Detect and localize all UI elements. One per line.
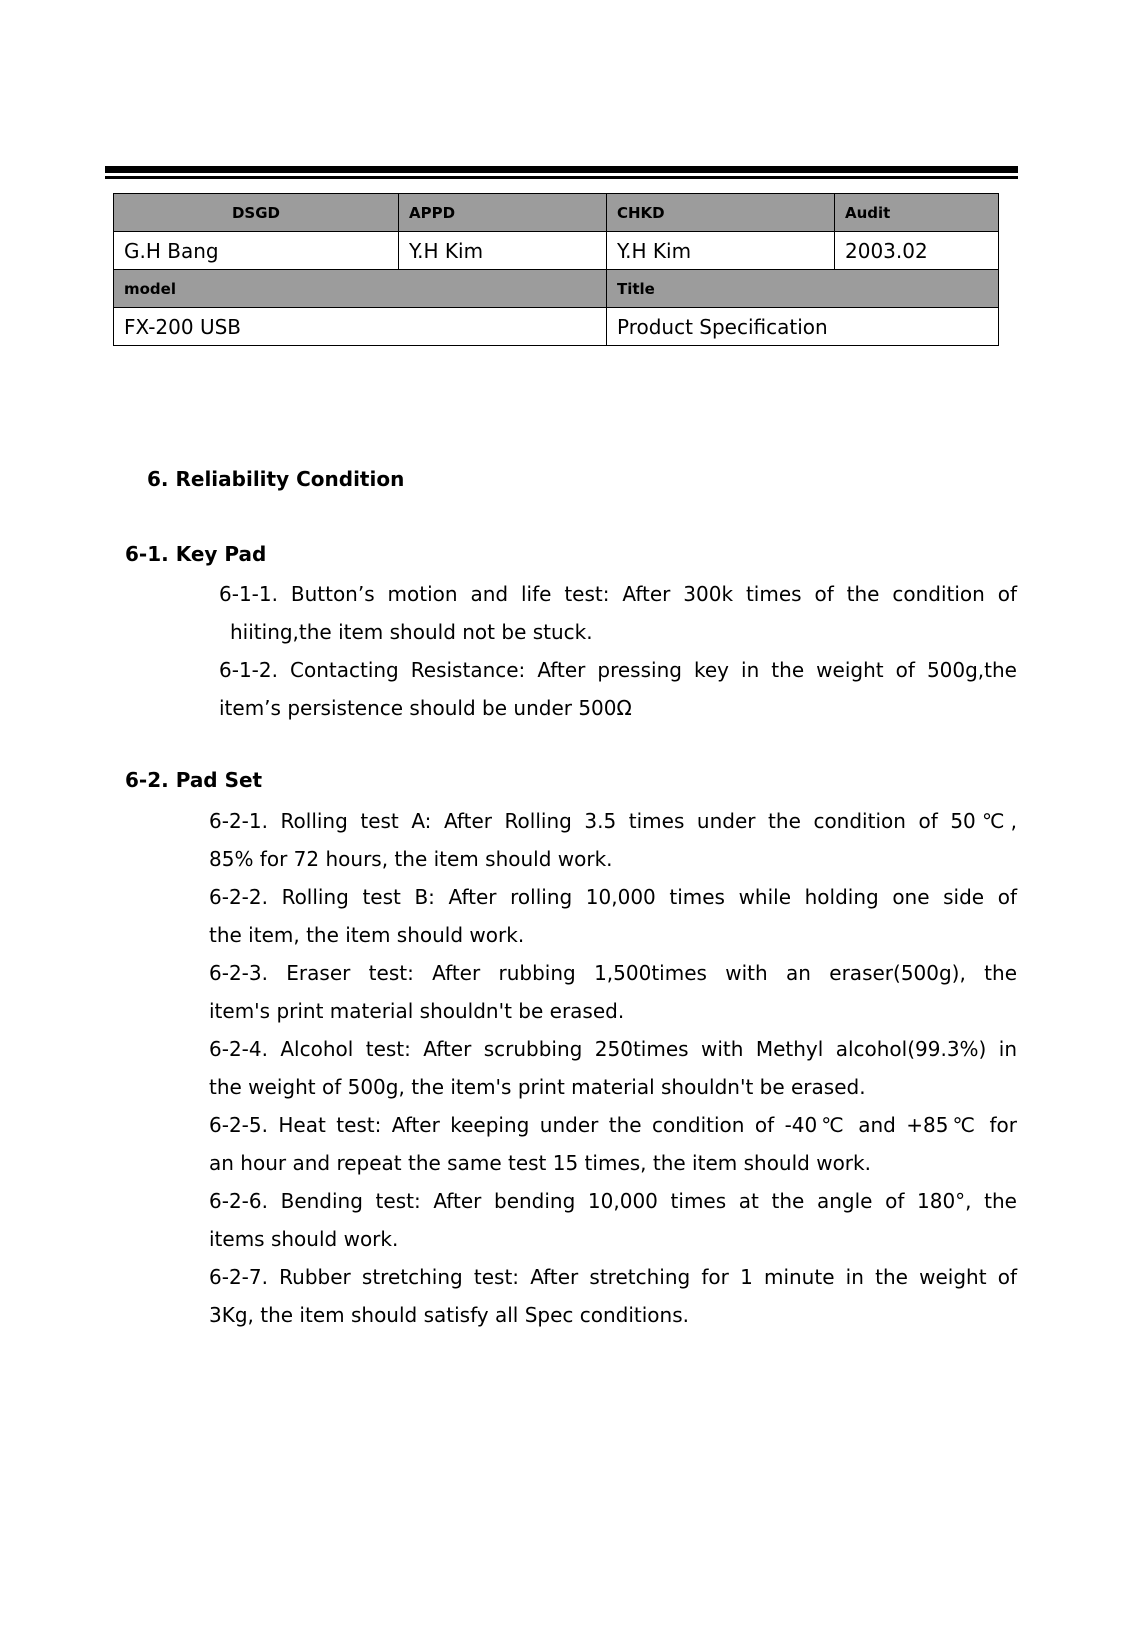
- appd-value: Y.H Kim: [399, 232, 607, 270]
- header-rule-thin: [105, 176, 1018, 179]
- header-rule-thick: [105, 166, 1018, 173]
- audit-value: 2003.02: [835, 232, 999, 270]
- dsgd-label: DSGD: [114, 194, 399, 232]
- pad-set-item-2-line2: the item, the item should work.: [209, 923, 525, 947]
- pad-set-item-3-line2: item's print material shouldn't be erased.: [209, 999, 625, 1023]
- pad-set-item-4: [209, 1030, 1017, 1106]
- key-pad-title: 6-1. Key Pad: [125, 542, 267, 566]
- key-pad-item-1: [219, 575, 1017, 651]
- key-pad-item-2-line2: item’s persistence should be under 500Ω: [219, 696, 632, 720]
- pad-set-item-5-line2: an hour and repeat the same test 15 times, the item should work.: [209, 1151, 871, 1175]
- pad-set-item-7: [209, 1258, 1017, 1334]
- pad-set-item-6-line1: 6-2-6. Bending test: After bending 10,000 times at the angle of 180°, the: [209, 1189, 1017, 1213]
- pad-set-item-7-line2: 3Kg, the item should satisfy all Spec conditions.: [209, 1303, 689, 1327]
- model-label: model: [114, 270, 607, 308]
- pad-set-item-1: [209, 802, 1017, 878]
- key-pad-item-1-line2: hiiting,the item should not be stuck.: [230, 620, 593, 644]
- pad-set-item-3: [209, 954, 1017, 1030]
- title-label: Title: [607, 270, 999, 308]
- approval-header-row: [114, 194, 999, 232]
- pad-set-item-6-line2: items should work.: [209, 1227, 399, 1251]
- title-value: Product Specification: [607, 308, 999, 346]
- pad-set-item-2: [209, 878, 1017, 954]
- model-header-row: [114, 270, 999, 308]
- approval-value-row: [114, 232, 999, 270]
- dsgd-value: G.H Bang: [114, 232, 399, 270]
- approval-table: [113, 193, 999, 346]
- pad-set-item-2-line1: 6-2-2. Rolling test B: After rolling 10,000 times while holding one side of: [209, 885, 1017, 909]
- section-title: 6. Reliability Condition: [147, 467, 405, 491]
- pad-set-item-4-line1: 6-2-4. Alcohol test: After scrubbing 250times with Methyl alcohol(99.3%) in: [209, 1037, 1017, 1061]
- pad-set-item-3-line1: 6-2-3. Eraser test: After rubbing 1,500times with an eraser(500g), the: [209, 961, 1017, 985]
- chkd-label: CHKD: [607, 194, 835, 232]
- key-pad-item-2-line1: 6-1-2. Contacting Resistance: After pressing key in the weight of 500g,the: [219, 658, 1017, 682]
- model-value-row: [114, 308, 999, 346]
- model-value: FX-200 USB: [114, 308, 607, 346]
- key-pad-item-1-line1: 6-1-1. Button’s motion and life test: After 300k times of the condition of: [219, 582, 1017, 606]
- pad-set-item-5: [209, 1106, 1017, 1182]
- pad-set-item-1-line1: 6-2-1. Rolling test A: After Rolling 3.5 times under the condition of 50℃,: [209, 809, 1017, 833]
- appd-label: APPD: [399, 194, 607, 232]
- pad-set-item-7-line1: 6-2-7. Rubber stretching test: After stretching for 1 minute in the weight of: [209, 1265, 1017, 1289]
- chkd-value: Y.H Kim: [607, 232, 835, 270]
- key-pad-item-2: [219, 651, 1017, 727]
- pad-set-title: 6-2. Pad Set: [125, 768, 263, 792]
- pad-set-item-4-line2: the weight of 500g, the item's print material shouldn't be erased.: [209, 1075, 866, 1099]
- audit-label: Audit: [835, 194, 999, 232]
- pad-set-item-1-line2: 85% for 72 hours, the item should work.: [209, 847, 613, 871]
- pad-set-item-5-line1: 6-2-5. Heat test: After keeping under the condition of -40℃ and +85℃ for: [209, 1113, 1017, 1137]
- pad-set-item-6: [209, 1182, 1017, 1258]
